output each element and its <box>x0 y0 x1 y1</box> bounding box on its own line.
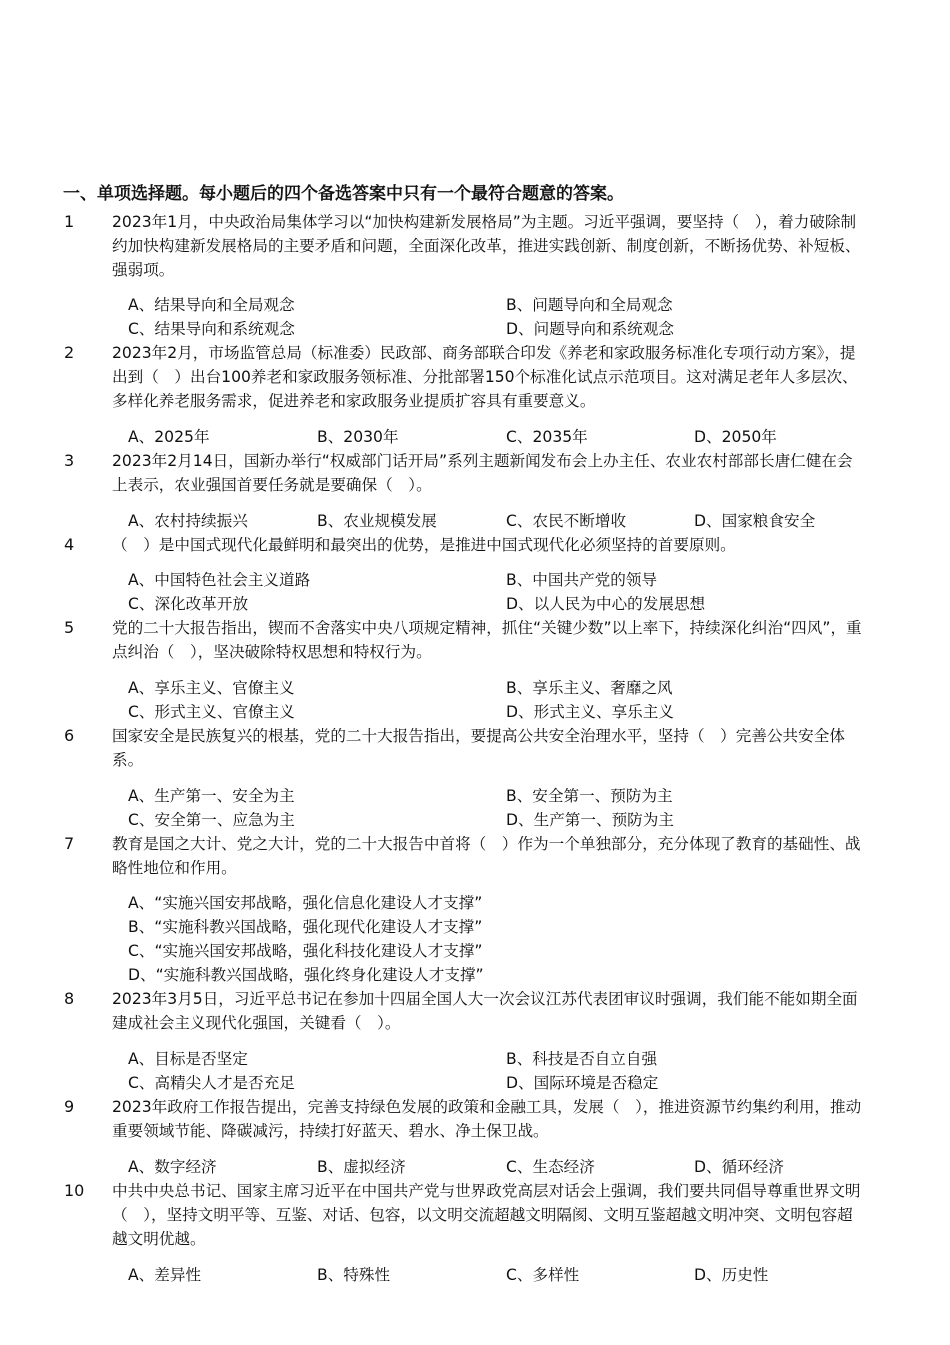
question-number: 9 <box>64 1097 75 1116</box>
option-a[interactable]: A、差异性 <box>128 1266 202 1284</box>
question-stem: 2023年1月，中央政治局集体学习以“加快构建新发展格局”为主题。习近平强调，要坚持（ ），着力破除制约加快构建新发展格局的主要矛盾和问题，全面深化改革，推进实践创新、制度创新，不断扬优势、补短板、强弱项。 <box>112 213 861 279</box>
question-number: 8 <box>64 989 75 1008</box>
option-c[interactable]: C、农民不断增收 <box>506 512 627 530</box>
question-stem: 2023年2月，市场监管总局（标准委）民政部、商务部联合印发《养老和家政服务标准化专项行动方案》，提出到（ ）出台100养老和家政服务领标准、分批部署150个标准化试点示范项目。这对满足老年人多层次、多样化养老服务需求，促进养老和家政服务业提质扩容具有重要意义。 <box>112 344 858 410</box>
question-number: 6 <box>64 726 75 745</box>
option-c[interactable]: C、结果导向和系统观念 <box>128 320 295 338</box>
question-number: 2 <box>64 343 75 362</box>
section-title: 一、单项选择题。每小题后的四个备选答案中只有一个最符合题意的答案。 <box>63 184 624 204</box>
option-b[interactable]: B、特殊性 <box>317 1266 391 1284</box>
question-number: 4 <box>64 535 75 554</box>
question-number: 1 <box>64 212 75 231</box>
option-d[interactable]: D、形式主义、享乐主义 <box>506 703 674 721</box>
option-c[interactable]: C、2035年 <box>506 428 588 446</box>
option-b[interactable]: B、问题导向和全局观念 <box>506 296 673 314</box>
option-c[interactable]: C、“实施兴国安邦战略，强化科技化建设人才支撑” <box>128 942 483 960</box>
option-b[interactable]: B、安全第一、预防为主 <box>506 787 673 805</box>
option-d[interactable]: D、循环经济 <box>694 1158 784 1176</box>
question-number: 5 <box>64 618 75 637</box>
option-c[interactable]: C、形式主义、官僚主义 <box>128 703 295 721</box>
option-a[interactable]: A、数字经济 <box>128 1158 217 1176</box>
option-a[interactable]: A、结果导向和全局观念 <box>128 296 295 314</box>
option-a[interactable]: A、2025年 <box>128 428 210 446</box>
question-stem: 国家安全是民族复兴的根基，党的二十大报告指出，要提高公共安全治理水平，坚持（ ）完善公共安全体系。 <box>112 727 845 769</box>
option-d[interactable]: D、2050年 <box>694 428 777 446</box>
question-number: 10 <box>64 1181 85 1200</box>
option-b[interactable]: B、享乐主义、奢靡之风 <box>506 679 673 697</box>
option-a[interactable]: A、生产第一、安全为主 <box>128 787 295 805</box>
question-stem: 教育是国之大计、党之大计，党的二十大报告中首将（ ）作为一个单独部分，充分体现了教育的基础性、战略性地位和作用。 <box>112 835 861 877</box>
question-stem: （ ）是中国式现代化最鲜明和最突出的优势，是推进中国式现代化必须坚持的首要原则。 <box>112 536 736 554</box>
option-c[interactable]: C、多样性 <box>506 1266 580 1284</box>
option-d[interactable]: D、问题导向和系统观念 <box>506 320 674 338</box>
option-d[interactable]: D、以人民为中心的发展思想 <box>506 595 706 613</box>
option-b[interactable]: B、农业规模发展 <box>317 512 437 530</box>
option-b[interactable]: B、科技是否自立自强 <box>506 1050 658 1068</box>
option-a[interactable]: A、“实施兴国安邦战略，强化信息化建设人才支撑” <box>128 894 483 912</box>
question-stem: 2023年2月14日，国新办举行“权威部门话开局”系列主题新闻发布会上办主任、农业农村部部长唐仁健在会上表示，农业强国首要任务就是要确保（ ）。 <box>112 452 853 494</box>
option-c[interactable]: C、生态经济 <box>506 1158 595 1176</box>
option-a[interactable]: A、目标是否坚定 <box>128 1050 248 1068</box>
option-b[interactable]: B、虚拟经济 <box>317 1158 406 1176</box>
option-b[interactable]: B、2030年 <box>317 428 399 446</box>
option-d[interactable]: D、国际环境是否稳定 <box>506 1074 659 1092</box>
option-d[interactable]: D、国家粮食安全 <box>694 512 816 530</box>
option-d[interactable]: D、“实施科教兴国战略，强化终身化建设人才支撑” <box>128 966 484 984</box>
option-c[interactable]: C、安全第一、应急为主 <box>128 811 295 829</box>
option-a[interactable]: A、农村持续振兴 <box>128 512 248 530</box>
option-a[interactable]: A、中国特色社会主义道路 <box>128 571 311 589</box>
option-d[interactable]: D、生产第一、预防为主 <box>506 811 674 829</box>
question-number: 3 <box>64 451 75 470</box>
option-b[interactable]: B、“实施科教兴国战略，强化现代化建设人才支撑” <box>128 918 483 936</box>
question-stem: 中共中央总书记、国家主席习近平在中国共产党与世界政党高层对话会上强调，我们要共同倡导尊重世界文明（ ），坚持文明平等、互鉴、对话、包容，以文明交流超越文明隔阂、文明互鉴超越文明冲突、文明包容超越文明优越。 <box>112 1182 861 1248</box>
option-a[interactable]: A、享乐主义、官僚主义 <box>128 679 295 697</box>
option-b[interactable]: B、中国共产党的领导 <box>506 571 658 589</box>
question-stem: 党的二十大报告指出，锲而不舍落实中央八项规定精神，抓住“关键少数”以上率下，持续深化纠治“四风”，重点纠治（ ），坚决破除特权思想和特权行为。 <box>112 619 862 661</box>
question-number: 7 <box>64 834 75 853</box>
question-stem: 2023年政府工作报告提出，完善支持绿色发展的政策和金融工具，发展（ ），推进资源节约集约利用，推动重要领域节能、降碳减污，持续打好蓝天、碧水、净土保卫战。 <box>112 1098 862 1140</box>
option-d[interactable]: D、历史性 <box>694 1266 769 1284</box>
question-stem: 2023年3月5日，习近平总书记在参加十四届全国人大一次会议江苏代表团审议时强调，我们能不能如期全面建成社会主义现代化强国，关键看（ ）。 <box>112 990 858 1032</box>
option-c[interactable]: C、高精尖人才是否充足 <box>128 1074 295 1092</box>
option-c[interactable]: C、深化改革开放 <box>128 595 249 613</box>
